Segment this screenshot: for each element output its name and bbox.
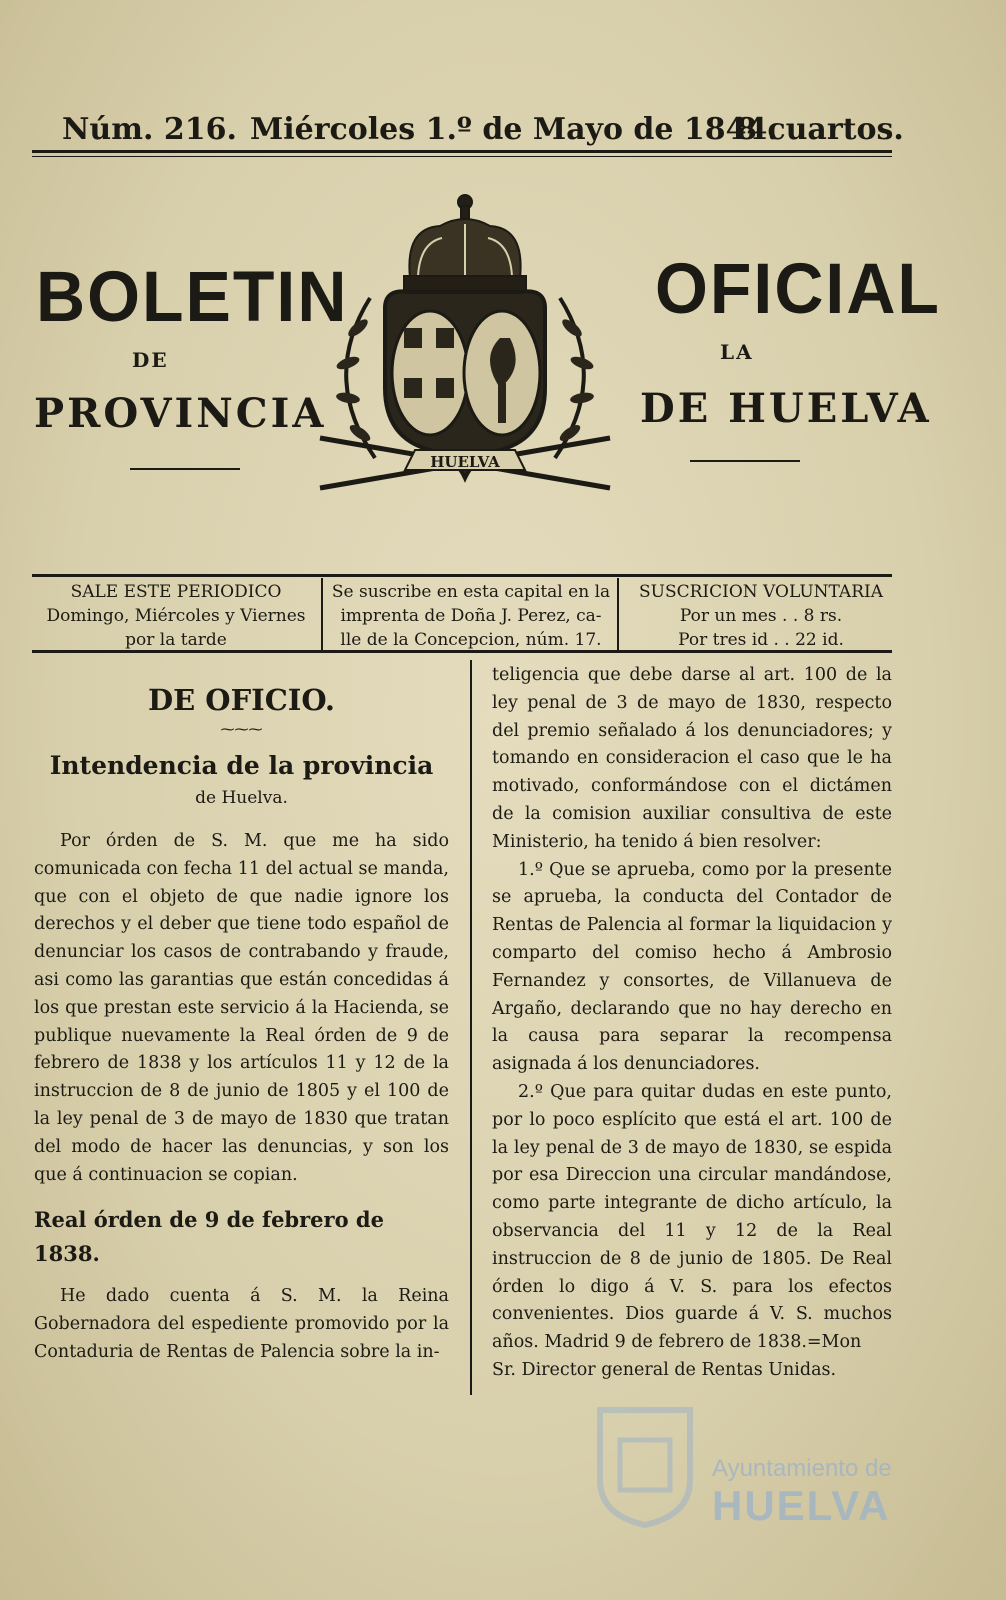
info-divider-1 [321,578,323,650]
right-para-4: Sr. Director general de Rentas Unidas. [492,1359,837,1380]
masthead-la: LA [720,340,754,364]
watermark-line-1: Ayuntamiento de [712,1455,892,1482]
subtitle: Intendencia de la provincia [49,751,434,780]
right-para-3: 2.º Que para quitar dudas en este punto, por lo poco esplícito que está el art. 100 de la ley penal de 3 de mayo de 1830, se espida por esa Direccion una circular mandándose, como parte integrante de dicho artículo, la observancia del 11 y 12 de la Real instruccion de 8 de junio de 1805. De Real órden lo digo á V. S. para los efectos convenientes. Dios guarde á V. S. muchos años. Madrid 9 de febrero de 1838.=Mon [492,1081,892,1353]
coat-of-arms-icon [300,188,630,538]
issue-date: Miércoles 1.º de Mayo de 1844. [250,112,778,147]
masthead-ornament-left [130,468,240,470]
column-divider [470,660,472,1395]
top-rule [32,150,892,153]
issue-line [60,112,910,152]
info-col-subscribe: Se suscribe en esta capital en la imprenta de Doña J. Perez, ca- lle de la Concepcion, núm. 17. [331,582,611,650]
right-column [492,662,892,1385]
right-para-2: 1.º Que se aprueba, como por la presente se aprueba, la conducta del Contador de Rentas de Palencia al formar la liquidacion y comparto del comiso hecho á Ambrosio Fernandez y consortes, de Villanueva de Argaño, declarando que no hay derecho en la causa para separar la recompensa asignada á los denunciadores. [492,859,892,1075]
ornament: ⁓⁓⁓ [220,722,263,738]
masthead-de: DE [132,348,169,372]
info-divider-2 [617,578,619,650]
left-column [34,680,449,1367]
masthead-word-right: OFICIAL [655,249,941,329]
masthead-ornament-right [690,460,800,462]
issue-price: 8 cuartos. [736,112,904,147]
watermark-line-2: HUELVA [712,1482,891,1529]
info-top-rule [32,574,892,577]
masthead-word-left: BOLETIN [36,257,349,337]
masthead-word-right-2: DE HUELVA [640,385,932,432]
order-title: Real órden de 9 de febrero de 1838. [34,1207,384,1267]
info-col-prices: SUSCRICION VOLUNTARIA Por un mes . . 8 rs. Por tres id . . 22 id. [638,582,884,650]
info-col-schedule: SALE ESTE PERIODICO Domingo, Miércoles y Viernes por la tarde [46,582,306,650]
crest-ribbon-text: HUELVA [430,453,500,471]
issue-number: Núm. 216. [62,112,237,147]
order-paragraph: He dado cuenta á S. M. la Reina Gobernadora del espediente promovido por la Contaduria de Rentas de Palencia sobre la in- [34,1286,449,1362]
top-rule-thin [32,156,892,157]
watermark-logo-icon [590,1400,700,1530]
masthead-word-left-2: PROVINCIA [34,390,327,437]
intro-paragraph: Por órden de S. M. que me ha sido comunicada con fecha 11 del actual se manda, que con el objeto de que nadie ignore los derechos y el deber que tiene todo español de denunciar los casos de contrabando y fraude, asi como las garantias que están concedidas á los que prestan este servicio á la Hacienda, se publique nuevamente la Real órden de 9 de febrero de 1838 y los artículos 11 y 12 de la instruccion de 8 de junio de 1805 y el 100 de la ley penal de 3 de mayo de 1830 que tratan del modo de hacer las denuncias, y son los que á continuacion se copian. [34,831,449,1185]
section-title: DE OFICIO. [147,683,336,717]
right-para-1: teligencia que debe darse al art. 100 de la ley penal de 3 de mayo de 1830, respecto del premio señalado á los denunciadores; y tomando en consideracion el caso que le ha motivado, conformándose con el dictámen de la comision auxiliar consultiva de este Ministerio, ha tenido á bien resolver: [492,665,892,852]
subtitle-2: de Huelva. [195,788,288,808]
